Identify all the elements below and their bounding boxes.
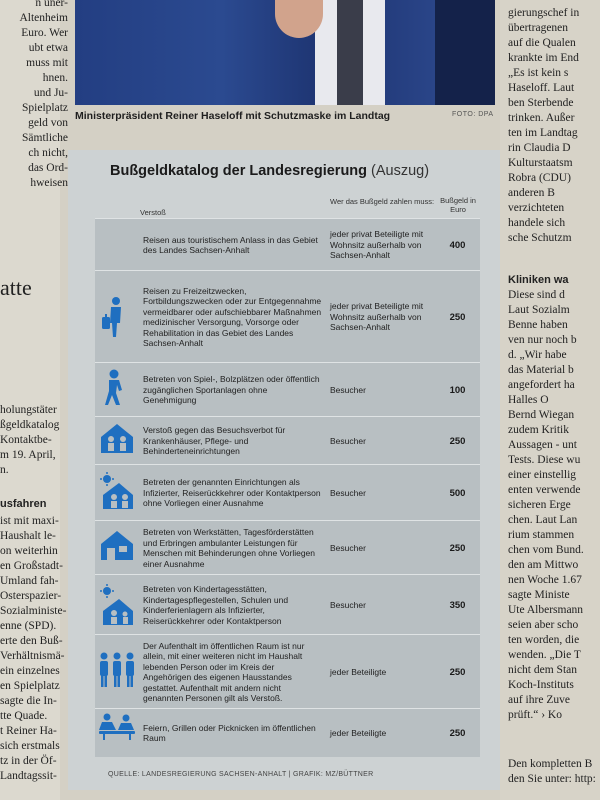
right-text-bottom-line: Diese sind d	[508, 289, 565, 301]
row-violation: Verstoß gegen das Besuchsverbot für Krankenhäuser, Pflege- und Behinderteneinrichtungen	[143, 425, 286, 456]
virus-house-icon	[97, 471, 141, 516]
left-text-top-line: Euro. Wer	[21, 27, 68, 39]
right-text-top-line: „Es ist kein s	[508, 67, 569, 79]
table-row	[95, 634, 480, 709]
right-text-top-line: trinken. Außer	[508, 112, 575, 124]
right-text-bottom-line: auf ihre Zuve	[508, 694, 570, 706]
picnic-icon	[97, 711, 141, 746]
row-fine-amount: 500	[449, 487, 466, 499]
left-text-bottom-line: ist mit maxi-	[0, 515, 59, 527]
left-text-top-line: n uner-	[35, 0, 68, 9]
row-fine-amount: 250	[449, 311, 466, 323]
photo-caption: Ministerpräsident Reiner Haseloff mit Schutzmaske im Landtag	[75, 110, 391, 122]
right-text-bottom-line: Laut Sozialm	[508, 304, 570, 316]
left-text-top-line: ubt etwa	[28, 42, 68, 54]
left-subhead-line: usfahren	[0, 498, 47, 510]
table-row	[95, 574, 480, 635]
left-headline	[0, 280, 68, 295]
right-text-top-line: ten im Landtag	[508, 127, 578, 139]
left-text-bottom-line: t Reiner Ha-	[0, 725, 57, 737]
right-text-top-line: krankte im End	[508, 52, 579, 64]
left-text-bottom-line: enne (SPD).	[0, 620, 57, 632]
row-fine-amount: 250	[449, 666, 466, 678]
row-who-pays: jeder privat Beteiligte mit Wohnsitz außerhalb von Sachsen-Anhalt	[330, 301, 424, 332]
right-text-bottom-line: nen Woche 1.67	[508, 574, 582, 586]
left-text-top-line: und Ju-	[33, 87, 68, 99]
photo-tie	[337, 0, 363, 105]
right-text-bottom-line: Koch-Instituts	[508, 679, 574, 691]
left-text-top	[0, 0, 68, 191]
right-text-bottom-line: Aussagen - unt	[508, 439, 577, 451]
right-text-bottom-line: Benne haben	[508, 319, 568, 331]
left-text-bottom-line: en Großstadt-	[0, 560, 63, 572]
traveler-icon	[97, 295, 141, 344]
right-text-bottom-line: nicht dem Stan	[508, 664, 577, 676]
left-text-top-line: Sämtliche	[22, 132, 68, 144]
photo-credit: FOTO: DPA	[452, 111, 494, 118]
row-violation: Betreten von Kindertagesstätten, Kindertagespflegestellen, Schulen und Kinderferienlagern als Infizierter, Reiserückkehrer oder Kontaktperson	[143, 584, 289, 626]
left-text-bottom-line: erte den Buß-	[0, 635, 63, 647]
table-row	[95, 464, 480, 521]
right-text-top-line: handele sich	[508, 217, 566, 229]
left-text-top-line: Altenheim	[19, 12, 68, 24]
right-text-bottom-line: einer einstellig	[508, 469, 577, 481]
right-text-bottom-line: ten worden, die	[508, 634, 580, 646]
row-violation: Reisen zu Freizeitzwecken, Fortbildungszwecken oder zur Entgegennahme vermeidbarer oder aufschiebbarer Maßnahmen medizinischer Versorgung, Vorsorge oder Rehabilitation in das Gebiet des Landes Sachsen-Anhalt	[143, 285, 322, 348]
left-text-mid-line: Kontaktbe-	[0, 434, 52, 446]
left-text-mid-line: m 19. April,	[0, 449, 56, 461]
right-text-bottom-line: zudem Kritik	[508, 424, 569, 436]
right-text-bottom-line: prüft.“ › Ko	[508, 709, 562, 721]
left-text-mid-line: ßgeldkatalog	[0, 419, 60, 431]
right-footer	[508, 757, 600, 787]
row-fine-amount: 250	[449, 727, 466, 739]
row-who-pays: Besucher	[330, 487, 366, 498]
row-violation: Betreten von Spiel-, Bolzplätzen oder öffentlich zugänglichen Sportanlagen ohne Genehmigung	[143, 374, 320, 405]
child-playing-icon	[97, 368, 141, 413]
left-text-mid-line: holungstäter	[0, 404, 57, 416]
left-text-top-line: Spielplatz	[22, 102, 68, 114]
right-text-bottom-line: d. „Wir habe	[508, 349, 567, 361]
right-text-bottom-line: seien aber scho	[508, 619, 579, 631]
left-text-mid-line: n.	[0, 464, 9, 476]
row-violation: Reisen aus touristischem Anlass in das Gebiet des Landes Sachsen-Anhalt	[143, 234, 318, 255]
news-photo	[75, 0, 495, 105]
catalog-source: QUELLE: LANDESREGIERUNG SACHSEN-ANHALT | GRAFIK: MZ/BÜTTNER	[108, 771, 374, 778]
row-violation: Betreten der genannten Einrichtungen als Infizierter, Reiserückkehrer oder Kontaktperson ohne Vorliegen einer Ausnahme	[143, 477, 321, 508]
left-text-top-line: geld von	[28, 117, 68, 129]
row-fine-amount: 100	[449, 384, 466, 396]
right-text-bottom	[508, 288, 600, 723]
left-text-bottom-line: Umland fah-	[0, 575, 59, 587]
table-row	[95, 218, 480, 271]
right-text-top-line: auf die Qualen	[508, 37, 576, 49]
row-fine-amount: 250	[449, 435, 466, 447]
row-who-pays: jeder Beteiligte	[330, 666, 387, 677]
right-footer-line: den Sie unter: http:	[508, 773, 596, 785]
right-text-top-line: Robra (CDU)	[508, 172, 571, 184]
left-text-bottom-line: on weiterhin	[0, 545, 58, 557]
table-row	[95, 708, 480, 757]
row-fine-amount: 350	[449, 599, 466, 611]
left-subhead	[0, 497, 68, 512]
right-text-top-line: Kulturstaatsm	[508, 157, 573, 169]
row-who-pays: Besucher	[330, 384, 366, 395]
left-text-mid	[0, 403, 68, 478]
right-text-bottom-line: Tests. Diese wu	[508, 454, 581, 466]
table-row	[95, 416, 480, 465]
left-text-bottom	[0, 514, 68, 784]
row-violation: Der Aufenthalt im öffentlichen Raum ist nur allein, mit einer weiteren nicht im Haushalt lebenden Person oder im Kreis der Angehörigen des eigenen Hausstandes gestattet. Aufenthalt mit andern nicht genannten Personen gilt als Verstoß.	[143, 640, 305, 703]
right-text-bottom-line: chen. Laut Lan	[508, 514, 578, 526]
right-text-bottom-line: sicheren Erge	[508, 499, 571, 511]
row-who-pays: Besucher	[330, 599, 366, 610]
row-who-pays: jeder Beteiligte	[330, 727, 387, 738]
right-text-top-line: verzichteten	[508, 202, 565, 214]
header-fine-euro: Bußgeld in Euro	[440, 196, 476, 214]
row-who-pays: Besucher	[330, 435, 366, 446]
right-text-top	[508, 6, 600, 246]
right-text-bottom-line: das Material b	[508, 364, 574, 376]
left-text-bottom-line: tz in der Öf-	[0, 755, 57, 767]
row-who-pays: Besucher	[330, 542, 366, 553]
right-text-top-line: übertragenen	[508, 22, 569, 34]
right-text-bottom-line: Bernd Wiegan	[508, 409, 575, 421]
left-text-bottom-line: sich erstmals	[0, 740, 60, 752]
right-text-bottom-line: wenden. „Die T	[508, 649, 581, 661]
row-violation: Betreten von Werkstätten, Tagesförderstätten und Erbringen ambulanter Leistungen für Menschen mit Behinderungen ohne Vorliegen einer Ausnahme	[143, 527, 316, 569]
right-text-bottom-line: den am Mittwo	[508, 559, 579, 571]
left-text-bottom-line: sagte die In-	[0, 695, 57, 707]
left-text-bottom-line: Osterspazier-	[0, 590, 62, 602]
right-text-bottom-line: rium stammen	[508, 529, 575, 541]
left-text-bottom-line: en Spielplatz	[0, 680, 60, 692]
table-row	[95, 520, 480, 575]
virus-childcare-icon	[97, 583, 141, 632]
photo-background-shadow	[435, 0, 495, 105]
left-text-bottom-line: tte Quade.	[0, 710, 48, 722]
table-row	[95, 270, 480, 363]
table-row	[95, 362, 480, 417]
right-text-top-line: rin Claudia D	[508, 142, 571, 154]
header-verstoss: Verstoß	[140, 208, 166, 217]
left-text-top-line: hnen.	[42, 72, 68, 84]
left-text-top-line: hweisen	[30, 177, 68, 189]
left-text-top-line: muss mit	[26, 57, 68, 69]
left-text-top-line: ch nicht,	[28, 147, 68, 159]
right-text-top-line: anderen B	[508, 187, 555, 199]
left-text-bottom-line: ein einzelnes	[0, 665, 60, 677]
row-violation: Feiern, Grillen oder Picknicken im öffentlichen Raum	[143, 722, 316, 743]
row-fine-amount: 400	[449, 239, 466, 251]
left-text-top-line: das Ord-	[28, 162, 68, 174]
right-subhead	[508, 273, 600, 288]
right-text-bottom-line: Halles O	[508, 394, 549, 406]
left-text-bottom-line: Landtagssit-	[0, 770, 57, 782]
house-people-icon	[97, 419, 141, 460]
catalog-title-sub: (Auszug)	[371, 163, 430, 179]
right-text-bottom-line: angefordert ha	[508, 379, 575, 391]
right-text-bottom-line: ven nur noch b	[508, 334, 577, 346]
row-who-pays: jeder privat Beteiligte mit Wohnsitz außerhalb von Sachsen-Anhalt	[330, 229, 424, 260]
catalog-title	[110, 163, 429, 179]
right-subhead-line: Kliniken wa	[508, 274, 569, 286]
row-fine-amount: 250	[449, 542, 466, 554]
right-text-top-line: Haseloff. Laut	[508, 82, 575, 94]
right-text-bottom-line: sagte Ministe	[508, 589, 570, 601]
left-text-bottom-line: Haushalt le-	[0, 530, 56, 542]
right-text-bottom-line: enten verwende	[508, 484, 581, 496]
workshop-house-icon	[97, 526, 141, 567]
left-headline-line: atte	[0, 280, 32, 295]
left-text-bottom-line: Sozialministe-	[0, 605, 67, 617]
right-text-bottom-line: chen vom Bund.	[508, 544, 584, 556]
right-text-top-line: ben Sterbende	[508, 97, 574, 109]
right-text-top-line: sche Schutzm	[508, 232, 572, 244]
header-who-pays: Wer das Bußgeld zahlen muss:	[330, 197, 435, 206]
right-text-bottom-line: Ute Albersmann	[508, 604, 584, 616]
right-text-top-line: gierungschef in	[508, 7, 580, 19]
catalog-title-main: Bußgeldkatalog der Landesregierung	[110, 163, 368, 179]
group-people-icon	[97, 650, 141, 695]
right-footer-line: Den kompletten B	[508, 758, 593, 770]
left-text-bottom-line: Verhältnismä-	[0, 650, 65, 662]
